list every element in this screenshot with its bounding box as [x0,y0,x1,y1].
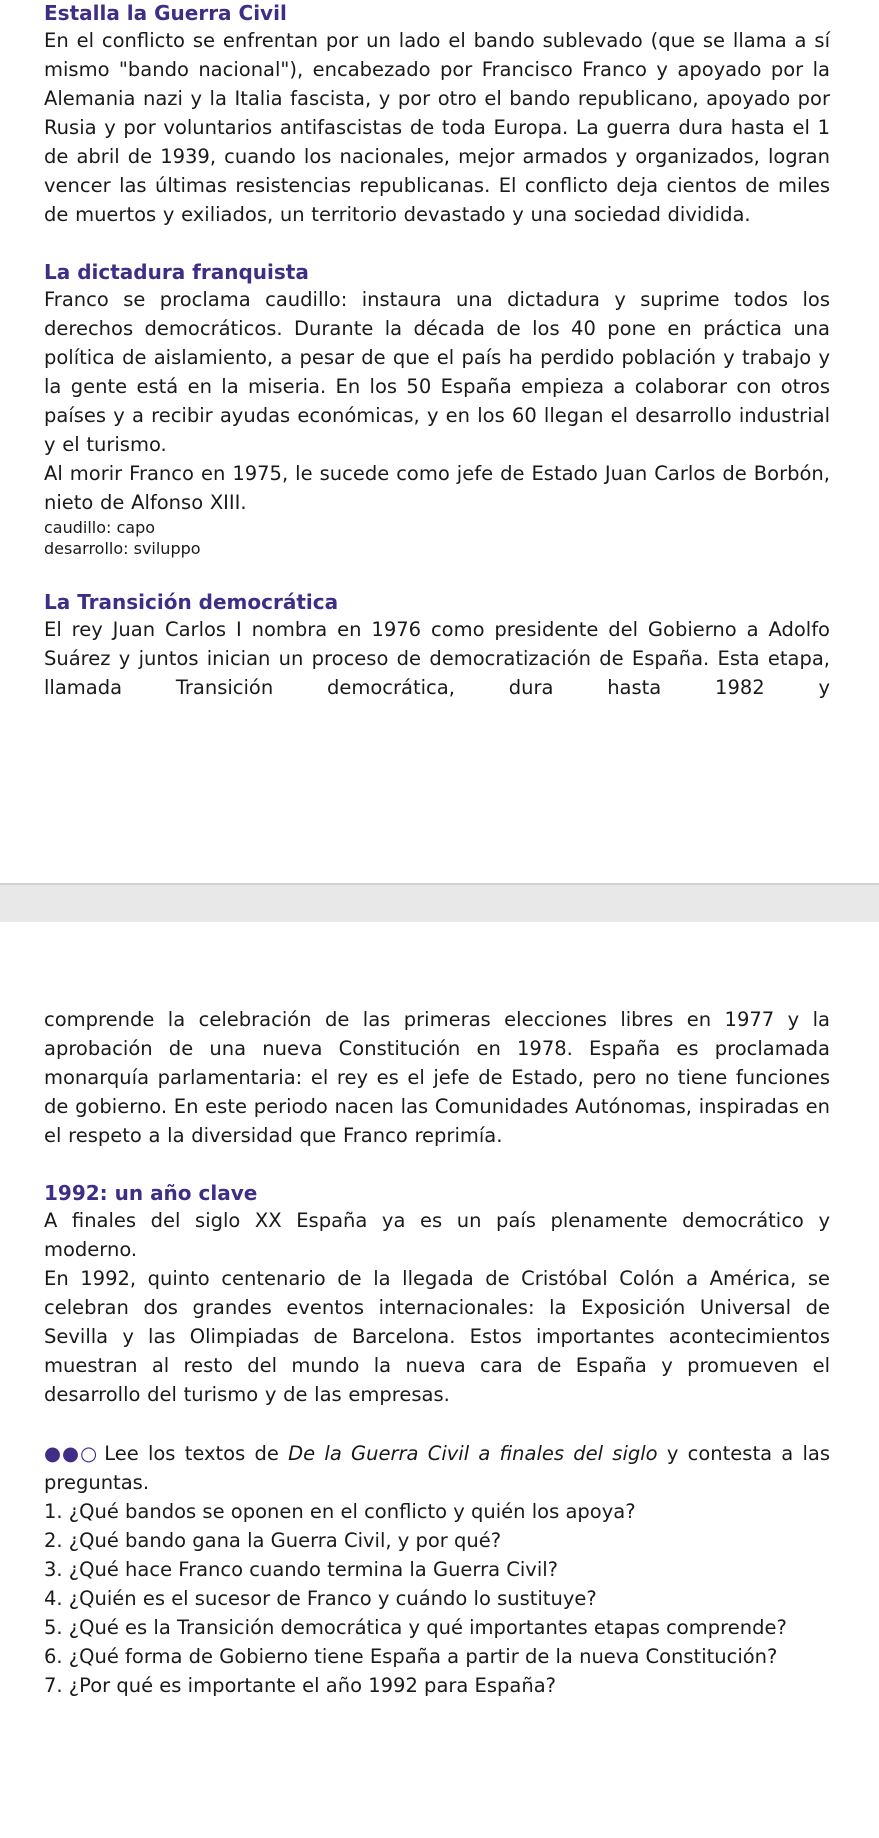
difficulty-dots-icon: ●●○ [44,1442,99,1465]
page-top [44,0,830,702]
paragraph-1992: En 1992, quinto centenario de la llegada de Cristóbal Colón a América, se celebran dos grandes eventos internacionales: la Exposición Universal de Sevilla y las Olimpiadas de Barcelona. Estos importantes acontecimientos muestran al resto del mundo la nueva cara de España y promueven el desarrollo del turismo y de las empresas. [44,1267,830,1406]
question-item: 7. ¿Por qué es importante el año 1992 para España? [44,1674,557,1697]
paragraph-finales-siglo: A finales del siglo XX España ya es un país plenamente democrático y moderno. [44,1209,830,1261]
question-item: 2. ¿Qué bando gana la Guerra Civil, y por qué? [44,1529,502,1552]
page-bottom [44,1005,830,1700]
glossary-desarrollo: desarrollo: sviluppo [44,539,201,558]
paragraph-transicion-continued: comprende la celebración de las primeras elecciones libres en 1977 y la aprobación de una nueva Constitución en 1978. España es proclamada monarquía parlamentaria: el rey es el jefe de Estado, pero no tiene funciones de gobierno. En este periodo nacen las Comunidades Autónomas, inspiradas en el respeto a la diversidad que Franco reprimía. [44,1008,830,1147]
paragraph-guerra-civil: En el conflicto se enfrentan por un lado el bando sublevado (que se llama a sí mismo "bando nacional"), encabezado por Francisco Franco y apoyado por la Alemania nazi y la Italia fascista, y por otro el bando republicano, apoyado por Rusia y por voluntarios antifascistas de toda Europa. La guerra dura hasta el 1 de abril de 1939, cuando los nacionales, mejor armados y organizados, logran vencer las últimas resistencias republicanas. El conflicto deja cientos de miles de muertos y exiliados, un territorio devastado y una sociedad dividida. [44,29,830,226]
section-title-guerra-civil: Estalla la Guerra Civil [44,1,287,25]
section-title-transicion: La Transición democrática [44,590,339,614]
question-item: 5. ¿Qué es la Transición democrática y qué importantes etapas comprende? [44,1616,787,1639]
section-title-1992: 1992: un año clave [44,1181,258,1205]
paragraph-dictadura: Franco se proclama caudillo: instaura una dictadura y suprime todos los derechos democráticos. Durante la década de los 40 pone en práctica una política de aislamiento, a pesar de que el país ha perdido población y trabajo y la gente está en la miseria. En los 50 España empieza a colaborar con otros países y a recibir ayudas económicas, y en los 60 llegan el desarrollo industrial y el turismo. [44,288,830,456]
section-title-dictadura: La dictadura franquista [44,260,309,284]
paragraph-muerte-franco: Al morir Franco en 1975, le sucede como jefe de Estado Juan Carlos de Borbón, nieto de Alfonso XIII. [44,462,830,514]
exercise-text-reference: De la Guerra Civil a finales del siglo [288,1442,658,1465]
page-break-divider [0,883,879,922]
question-item: 1. ¿Qué bandos se oponen en el conflicto y quién los apoya? [44,1500,636,1523]
exercise-instructions: ●●○ Lee los textos de De la Guerra Civil a finales del siglo y contesta a las preguntas. [44,1442,831,1494]
question-item: 3. ¿Qué hace Franco cuando termina la Guerra Civil? [44,1558,559,1581]
paragraph-transicion-start: El rey Juan Carlos I nombra en 1976 como presidente del Gobierno a Adolfo Suárez y juntos inician un proceso de democratización de España. Esta etapa, llamada Transición democrática, dura hasta 1982 y [44,618,830,699]
glossary-caudillo: caudillo: capo [44,518,156,537]
question-item: 6. ¿Qué forma de Gobierno tiene España a partir de la nueva Constitución? [44,1645,778,1668]
question-item: 4. ¿Quién es el sucesor de Franco y cuándo lo sustituye? [44,1587,597,1610]
